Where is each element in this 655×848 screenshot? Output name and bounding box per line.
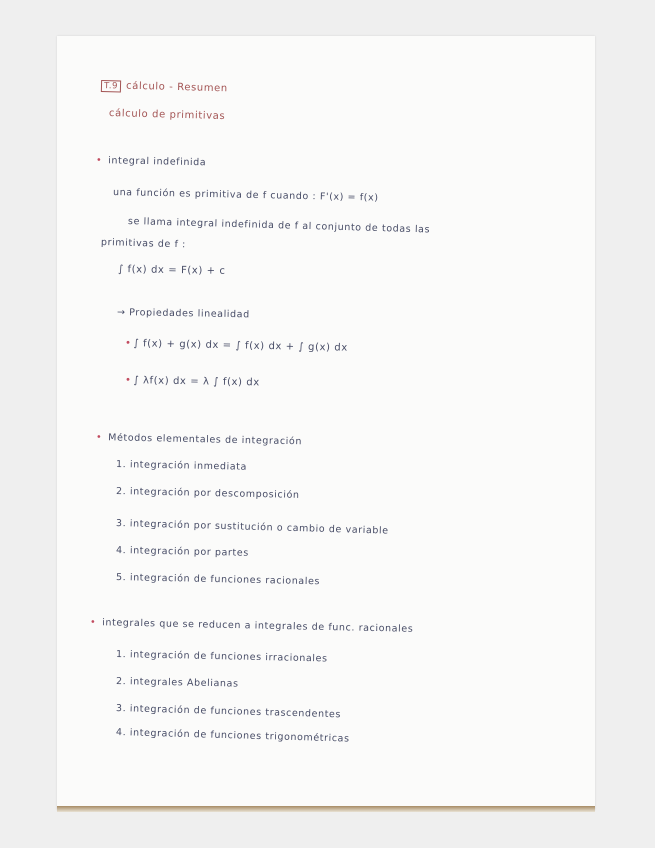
integral-formula: ∫ f(x) dx = F(x) + c (117, 264, 226, 277)
heading-text: integrales que se reducen a integrales de func. racionales (102, 617, 414, 635)
title-text: cálculo - Resumen (125, 80, 228, 95)
list-item: 5. integración de funciones racionales (115, 572, 321, 588)
linearity-property-sum: • ∫ f(x) + g(x) dx = ∫ f(x) dx + ∫ g(x) dx (124, 338, 348, 354)
chapter-badge: T.9 (101, 80, 121, 93)
text-line: primitivas de f : (100, 237, 187, 251)
text-line: una función es primitiva de f cuando : F'(x) = f(x) (112, 187, 379, 204)
bullet-icon: • (124, 375, 132, 387)
page-bottom-edge (57, 806, 595, 812)
list-item: 2. integración por descomposición (115, 486, 300, 501)
linearity-property-scalar: • ∫ λf(x) dx = λ ∫ f(x) dx (124, 375, 260, 389)
list-item: 3. integración por sustitución o cambio de variable (115, 518, 389, 537)
list-item: 3. integración de funciones trascendentes (115, 703, 342, 721)
text-line: se llama integral indefinida de f al conjunto de todas las (127, 216, 431, 236)
list-item: 4. integración por partes (115, 545, 249, 559)
bullet-icon: • (89, 617, 97, 629)
heading-text: Métodos elementales de integración (108, 432, 303, 448)
list-item: 1. integración de funciones irracionales (115, 649, 328, 665)
list-item: 4. integración de funciones trigonométricas (115, 727, 350, 745)
heading-text: integral indefinida (108, 155, 207, 169)
section-heading-integral (96, 155, 207, 168)
bullet-icon: • (95, 432, 103, 444)
page-subtitle: cálculo de primitivas (108, 108, 226, 123)
list-item: 1. integración inmediata (115, 459, 248, 473)
bullet-icon: • (124, 338, 132, 350)
notebook-page (57, 36, 595, 810)
list-item: 2. integrales Abelianas (115, 676, 239, 690)
bullet-icon: • (95, 155, 103, 167)
properties-heading: → Propiedades linealidad (116, 307, 250, 321)
